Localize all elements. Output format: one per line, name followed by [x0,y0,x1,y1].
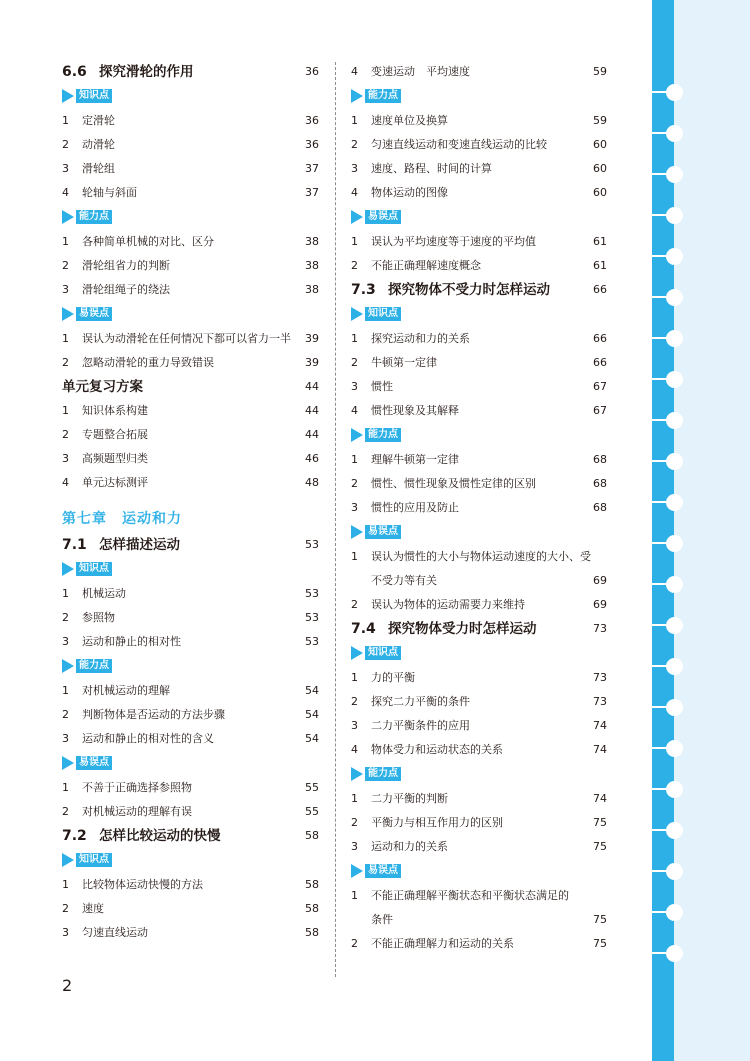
chapter-title[interactable]: 第七章 运动和力 [62,511,182,527]
side-accent-bar [652,0,674,1061]
toc-entry[interactable]: 2 平衡力与相互作用力的区别 75 [351,816,607,829]
section-heading[interactable]: 7.3 探究物体不受力时怎样运动 66 [351,282,607,298]
toc-entry[interactable]: 2 判断物体是否运动的方法步骤 54 [62,708,319,721]
toc-entry[interactable]: 1 比较物体运动快慢的方法 58 [62,878,319,891]
category-tag: 知识点 [351,302,607,327]
binding-hole [666,166,683,183]
binding-hole [666,535,683,552]
toc-entry[interactable]: 2 探究二力平衡的条件 73 [351,695,607,708]
play-arrow-icon [351,767,363,781]
binding-hole [666,863,683,880]
category-tag: 能力点 [62,654,319,679]
toc-entry[interactable]: 2 不能正确理解速度概念 61 [351,259,607,272]
toc-entry[interactable]: 1 理解牛顿第一定律 68 [351,453,607,466]
toc-entry[interactable]: 3 二力平衡条件的应用 74 [351,719,607,732]
toc-entry[interactable]: 4 物体受力和运动状态的关系 74 [351,743,607,756]
toc-entry-continued[interactable]: 条件 75 [371,913,607,926]
column-divider [335,62,336,977]
toc-entry[interactable]: 1 知识体系构建 44 [62,404,319,417]
toc-entry[interactable]: 4 物体运动的图像 60 [351,186,607,199]
toc-entry[interactable]: 2 牛顿第一定律 66 [351,356,607,369]
binding-hole [666,699,683,716]
play-arrow-icon [62,659,74,673]
section-heading[interactable]: 7.1 怎样描述运动 53 [62,537,319,553]
section-title: 探究滑轮的作用 [99,64,194,80]
toc-entry[interactable]: 3 运动和力的关系 75 [351,840,607,853]
play-arrow-icon [351,307,363,321]
binding-hole [666,289,683,306]
toc-entry[interactable]: 1 误认为平均速度等于速度的平均值 61 [351,235,607,248]
binding-hole [666,576,683,593]
binding-hole [666,412,683,429]
toc-entry[interactable]: 4 惯性现象及其解释 67 [351,404,607,417]
binding-hole [666,248,683,265]
toc-entry[interactable]: 2 对机械运动的理解有误 55 [62,805,319,818]
toc-entry[interactable]: 1 二力平衡的判断 74 [351,792,607,805]
play-arrow-icon [62,210,74,224]
toc-entry[interactable]: 1 速度单位及换算 59 [351,114,607,127]
binding-hole [666,945,683,962]
toc-left-column [62,60,319,945]
binding-hole [666,371,683,388]
category-tag: 能力点 [351,423,607,448]
play-arrow-icon [351,646,363,660]
binding-hole [666,904,683,921]
play-arrow-icon [351,210,363,224]
category-tag: 知识点 [62,84,319,109]
toc-entry[interactable]: 2 惯性、惯性现象及惯性定律的区别 68 [351,477,607,490]
page-number: 2 [62,976,73,995]
toc-entry[interactable]: 1 定滑轮 36 [62,114,319,127]
binding-hole [666,84,683,101]
category-tag: 易误点 [351,859,607,884]
binding-hole [666,453,683,470]
toc-entry-continued[interactable]: 不受力等有关 69 [371,574,607,587]
toc-entry[interactable]: 2 速度 58 [62,902,319,915]
toc-entry[interactable]: 3 匀速直线运动 58 [62,926,319,939]
side-binding-strip [652,0,750,1061]
section-heading[interactable]: 7.4 探究物体受力时怎样运动 73 [351,621,607,637]
toc-entry[interactable]: 1 误认为动滑轮在任何情况下都可以省力一半 39 [62,332,319,345]
binding-hole [666,330,683,347]
toc-entry[interactable]: 3 速度、路程、时间的计算 60 [351,162,607,175]
binding-hole [666,822,683,839]
toc-entry[interactable]: 4 轮轴与斜面 37 [62,186,319,199]
toc-entry[interactable]: 2 匀速直线运动和变速直线运动的比较 60 [351,138,607,151]
toc-entry[interactable]: 1 机械运动 53 [62,587,319,600]
toc-entry[interactable]: 3 惯性的应用及防止 68 [351,501,607,514]
toc-entry[interactable]: 2 动滑轮 36 [62,138,319,151]
toc-entry[interactable]: 1 不善于正确选择参照物 55 [62,781,319,794]
toc-entry[interactable]: 1 不能正确理解平衡状态和平衡状态满足的 [351,889,569,902]
toc-entry[interactable]: 2 参照物 53 [62,611,319,624]
toc-entry[interactable]: 2 滑轮组省力的判断 38 [62,259,319,272]
toc-entry[interactable]: 2 不能正确理解力和运动的关系 75 [351,937,607,950]
toc-entry[interactable]: 1 对机械运动的理解 54 [62,684,319,697]
category-tag: 能力点 [62,205,319,230]
play-arrow-icon [62,562,74,576]
category-tag: 易误点 [62,751,319,776]
toc-entry[interactable]: 1 各种简单机械的对比、区分 38 [62,235,319,248]
binding-hole [666,781,683,798]
toc-entry[interactable]: 1 探究运动和力的关系 66 [351,332,607,345]
toc-entry[interactable]: 2 忽略动滑轮的重力导致错误 39 [62,356,319,369]
category-tag: 知识点 [351,641,607,666]
toc-entry[interactable]: 3 高频题型归类 46 [62,452,319,465]
toc-entry[interactable]: 3 滑轮组 37 [62,162,319,175]
binding-hole [666,494,683,511]
play-arrow-icon [351,89,363,103]
section-heading[interactable] [62,60,319,84]
play-arrow-icon [351,525,363,539]
category-tag: 能力点 [351,84,607,109]
play-arrow-icon [62,89,74,103]
toc-entry[interactable]: 2 专题整合拓展 44 [62,428,319,441]
category-tag: 易误点 [62,302,319,327]
toc-entry[interactable]: 3 滑轮组绳子的绕法 38 [62,283,319,296]
binding-hole [666,125,683,142]
binding-hole [666,207,683,224]
page-ref: 36 [305,65,319,78]
category-tag: 能力点 [351,762,607,787]
toc-right-column [351,60,607,956]
play-arrow-icon [351,864,363,878]
toc-entry[interactable]: 4 单元达标测评 48 [62,476,319,489]
toc-entry[interactable]: 4 变速运动 平均速度 59 [351,65,607,78]
toc-entry[interactable]: 1 力的平衡 73 [351,671,607,684]
unit-review-heading[interactable]: 单元复习方案 44 [62,379,319,395]
play-arrow-icon [62,853,74,867]
binding-hole [666,740,683,757]
section-number: 6.6 [62,64,87,80]
section-heading[interactable]: 7.2 怎样比较运动的快慢 58 [62,828,319,844]
toc-entry[interactable]: 3 惯性 67 [351,380,607,393]
category-tag: 易误点 [351,205,607,230]
toc-entry[interactable]: 1 误认为惯性的大小与物体运动速度的大小、受 [351,550,591,563]
toc-entry[interactable]: 3 运动和静止的相对性的含义 54 [62,732,319,745]
play-arrow-icon [351,428,363,442]
category-tag: 知识点 [62,557,319,582]
category-tag: 知识点 [62,848,319,873]
play-arrow-icon [62,307,74,321]
toc-entry[interactable]: 2 误认为物体的运动需要力来维持 69 [351,598,607,611]
category-tag: 易误点 [351,520,607,545]
binding-hole [666,617,683,634]
play-arrow-icon [62,756,74,770]
binding-hole [666,658,683,675]
toc-entry[interactable]: 3 运动和静止的相对性 53 [62,635,319,648]
